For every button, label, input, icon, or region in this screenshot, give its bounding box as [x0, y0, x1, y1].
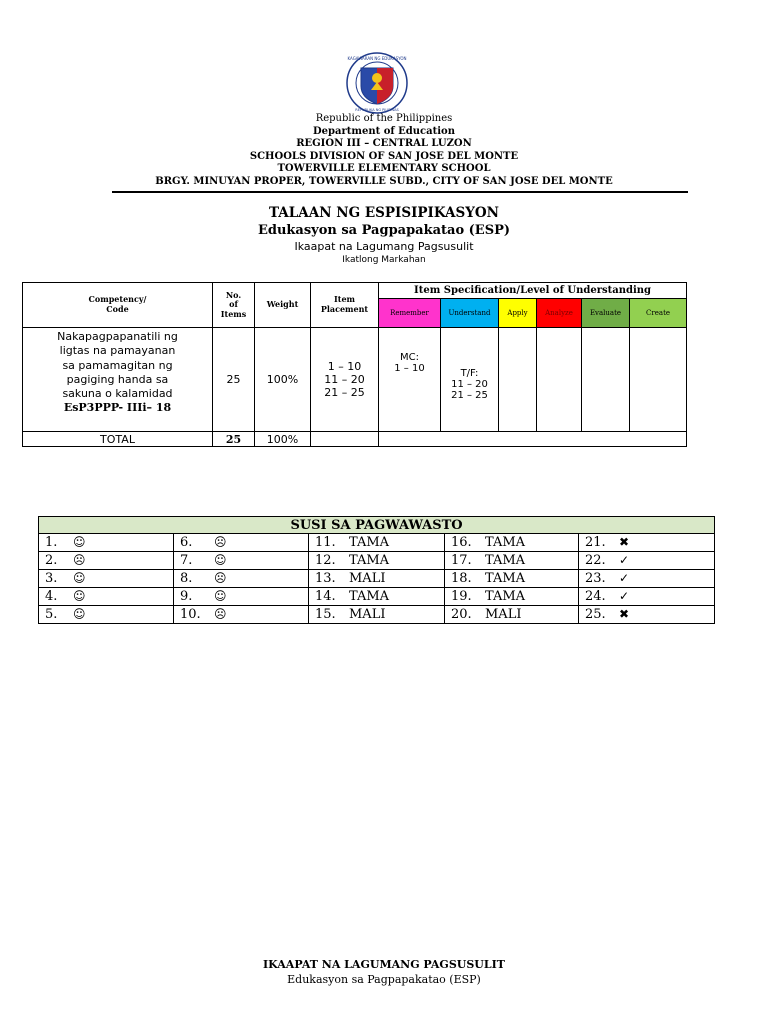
doc-title: TALAAN NG ESPISIPIKASYON: [268, 205, 499, 221]
evaluate-cell: [582, 328, 630, 432]
answer-key-item: [39, 606, 174, 624]
item-answer: ☺: [73, 607, 86, 621]
item-number: 23.: [585, 571, 606, 586]
item-number: 16.: [451, 535, 472, 550]
item-number: 19.: [451, 589, 472, 604]
answer-key-item: [309, 534, 445, 552]
doc-exam: Ikaapat na Lagumang Pagsusulit: [294, 240, 474, 253]
header-weight: Weight: [255, 283, 311, 328]
level-analyze: Analyze: [537, 299, 582, 328]
answer-key-item: [445, 552, 579, 570]
header-address: BRGY. MINUYAN PROPER, TOWERVILLE SUBD., CITY OF SAN JOSE DEL MONTE: [155, 176, 613, 187]
item-number: 8.: [180, 571, 193, 586]
item-number: 14.: [315, 589, 336, 604]
answer-key-item: [309, 552, 445, 570]
item-answer: MALI: [485, 607, 522, 622]
answer-key-item: [579, 606, 715, 624]
analyze-cell: [537, 328, 582, 432]
answer-key-item: [39, 552, 174, 570]
answer-key-item: [174, 606, 309, 624]
answer-key-row: [39, 606, 715, 624]
apply-cell: [499, 328, 537, 432]
item-number: 2.: [45, 553, 58, 568]
answer-key-item: [309, 570, 445, 588]
item-answer: ☹: [214, 607, 227, 621]
answer-key-title: SUSI SA PAGWAWASTO: [39, 517, 715, 534]
answer-key-item: [39, 588, 174, 606]
item-answer: ✖: [619, 607, 630, 621]
total-weight: 100%: [255, 432, 311, 447]
item-number: 12.: [315, 553, 336, 568]
header-region: REGION III – CENTRAL LUZON: [296, 138, 472, 149]
placement-cell: 1 – 10 11 – 20 21 – 25: [311, 328, 379, 432]
doc-quarter: Ikatlong Markahan: [342, 255, 426, 265]
answer-key-item: [445, 588, 579, 606]
doc-subject: Edukasyon sa Pagpapakatao (ESP): [257, 223, 511, 238]
item-answer: ☹: [73, 553, 86, 567]
footer-subject: Edukasyon sa Pagpapakatao (ESP): [287, 973, 481, 986]
item-answer: ✓: [619, 571, 630, 585]
item-number: 17.: [451, 553, 472, 568]
item-number: 24.: [585, 589, 606, 604]
competency-cell: Nakapagpapanatili ng ligtas na pamayanan sa pamamagitan ng pagiging handa sa sakuna o kalamidad EsP3PPP- IIIi– 18: [23, 328, 213, 432]
item-answer: ☺: [214, 553, 227, 567]
item-answer: ☺: [214, 589, 227, 603]
item-answer: TAMA: [349, 535, 390, 550]
answer-key-item: [579, 588, 715, 606]
answer-key-item: [174, 570, 309, 588]
header-division: SCHOOLS DIVISION OF SAN JOSE DEL MONTE: [249, 151, 519, 162]
level-remember: Remember: [379, 299, 441, 328]
item-answer: ✓: [619, 589, 630, 603]
understand-cell: T/F: 11 – 20 21 – 25: [441, 328, 499, 432]
item-number: 5.: [45, 607, 58, 622]
remember-cell: MC: 1 – 10: [379, 328, 441, 432]
item-number: 18.: [451, 571, 472, 586]
level-understand: Understand: [441, 299, 499, 328]
header-items: No. of Items: [213, 283, 255, 328]
item-number: 13.: [315, 571, 336, 586]
header-department: Department of Education: [313, 126, 455, 137]
answer-key-item: [174, 552, 309, 570]
header-divider: [112, 191, 688, 193]
seal-top-text: KAGAWARAN NG EDUKASYON: [347, 56, 407, 61]
header-placement: Item Placement: [311, 283, 379, 328]
answer-key-item: [579, 570, 715, 588]
item-answer: TAMA: [349, 553, 390, 568]
item-number: 1.: [45, 535, 58, 550]
answer-key-item: [445, 570, 579, 588]
answer-key-row: [39, 570, 715, 588]
answer-key-table: [38, 516, 715, 624]
answer-key-item: [39, 570, 174, 588]
footer-exam: IKAAPAT NA LAGUMANG PAGSUSULIT: [263, 958, 505, 971]
header-specification: Item Specification/Level of Understanding: [379, 283, 687, 299]
weight-value: 100%: [255, 328, 311, 432]
answer-key-item: [174, 534, 309, 552]
item-answer: TAMA: [485, 589, 526, 604]
specification-table: [22, 282, 687, 447]
item-answer: MALI: [349, 571, 386, 586]
item-number: 10.: [180, 607, 201, 622]
level-evaluate: Evaluate: [582, 299, 630, 328]
item-number: 11.: [315, 535, 336, 550]
total-placement: [311, 432, 379, 447]
answer-key-row: [39, 552, 715, 570]
item-answer: ☺: [73, 571, 86, 585]
answer-key-item: [39, 534, 174, 552]
item-answer: ☹: [214, 535, 227, 549]
item-answer: TAMA: [485, 571, 526, 586]
item-number: 15.: [315, 607, 336, 622]
answer-key-item: [579, 534, 715, 552]
item-answer: TAMA: [485, 553, 526, 568]
item-number: 3.: [45, 571, 58, 586]
item-answer: ☹: [214, 571, 227, 585]
level-apply: Apply: [499, 299, 537, 328]
answer-key-row: [39, 534, 715, 552]
answer-key-row: [39, 588, 715, 606]
level-create: Create: [630, 299, 687, 328]
answer-key-item: [445, 534, 579, 552]
answer-key-item: [309, 588, 445, 606]
item-number: 6.: [180, 535, 193, 550]
item-answer: MALI: [349, 607, 386, 622]
total-label: TOTAL: [23, 432, 213, 447]
items-count: 25: [213, 328, 255, 432]
header-republic: Republic of the Philippines: [315, 113, 453, 124]
item-answer: ☺: [73, 535, 86, 549]
answer-key-item: [309, 606, 445, 624]
item-number: 4.: [45, 589, 58, 604]
item-number: 22.: [585, 553, 606, 568]
item-answer: ✓: [619, 553, 630, 567]
answer-key-item: [579, 552, 715, 570]
create-cell: [630, 328, 687, 432]
answer-key-item: [445, 606, 579, 624]
item-answer: ☺: [73, 589, 86, 603]
answer-key-item: [174, 588, 309, 606]
item-number: 20.: [451, 607, 472, 622]
total-spec: [379, 432, 687, 447]
item-answer: TAMA: [485, 535, 526, 550]
item-number: 25.: [585, 607, 606, 622]
header-competency: Competency/ Code: [23, 283, 213, 328]
item-number: 9.: [180, 589, 193, 604]
item-answer: TAMA: [349, 589, 390, 604]
item-answer: ✖: [619, 535, 630, 549]
seal-bottom-text: REPUBLIKA NG PILIPINAS: [355, 108, 399, 112]
header-school: TOWERVILLE ELEMENTARY SCHOOL: [277, 163, 491, 174]
total-items: 25: [213, 432, 255, 447]
deped-seal-logo: [338, 52, 416, 114]
item-number: 21.: [585, 535, 606, 550]
competency-code: EsP3PPP- IIIi– 18: [63, 401, 172, 415]
item-number: 7.: [180, 553, 193, 568]
